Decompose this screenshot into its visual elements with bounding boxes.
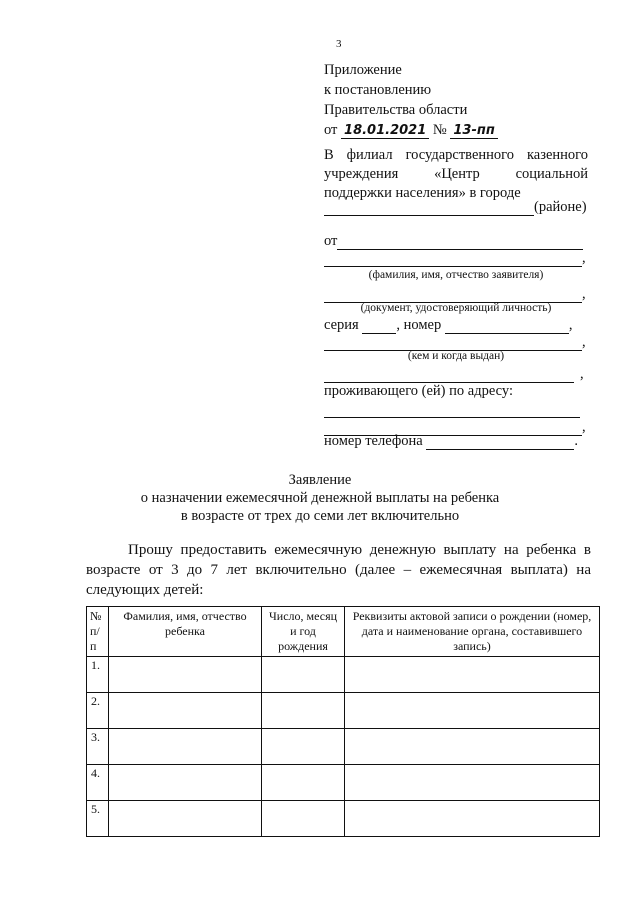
- header-birth-date: Число, месяц и год рождения: [262, 607, 345, 657]
- series-label: серия: [324, 317, 359, 333]
- child-name-cell[interactable]: [109, 765, 262, 801]
- header-birth-record: Реквизиты актовой записи о рождении (номер, дата и наименование органа, составившего запись): [345, 607, 600, 657]
- document-comma: ,: [582, 286, 586, 302]
- phone-period: .: [574, 433, 578, 449]
- from-blank-line[interactable]: [337, 235, 583, 250]
- series-comma: ,: [568, 317, 573, 333]
- residence-label: проживающего (ей) по адресу:: [324, 383, 513, 399]
- fio-line-row: [324, 250, 586, 267]
- statement-subtitle-2: в возрасте от трех до семи лет включительно: [180, 508, 460, 524]
- series-row: [324, 317, 572, 334]
- table-header-row: [87, 607, 600, 657]
- address-comma: ,: [582, 419, 586, 435]
- district-suffix: (районе): [534, 199, 587, 215]
- from-label: от: [324, 233, 338, 249]
- document-caption: (документ, удостоверяющий личность): [360, 302, 552, 314]
- address-line-row-1: [324, 401, 580, 418]
- row-number: 5.: [87, 801, 109, 837]
- birth-date-cell[interactable]: [262, 693, 345, 729]
- issued-blank-line[interactable]: [324, 336, 582, 351]
- row-number: 3.: [87, 729, 109, 765]
- extra-comma: ,: [580, 366, 584, 382]
- birth-date-cell[interactable]: [262, 729, 345, 765]
- birth-date-cell[interactable]: [262, 765, 345, 801]
- row-number: 1.: [87, 657, 109, 693]
- appendix-block: [324, 60, 498, 141]
- fio-blank-line[interactable]: [324, 252, 582, 267]
- statement-subtitle-1: о назначении ежемесячной денежной выплаты на ребенка: [140, 490, 500, 506]
- handwritten-number: 13-пп: [450, 123, 497, 139]
- date-prefix: от: [324, 122, 338, 138]
- birth-date-cell[interactable]: [262, 657, 345, 693]
- fio-comma: ,: [582, 250, 586, 266]
- fio-caption: (фамилия, имя, отчество заявителя): [368, 269, 544, 281]
- appendix-line-1: Приложение: [324, 62, 402, 78]
- number-label: , номер: [396, 317, 442, 333]
- child-name-cell[interactable]: [109, 657, 262, 693]
- children-table: [86, 606, 600, 837]
- issued-comma: ,: [582, 334, 586, 350]
- child-name-cell[interactable]: [109, 693, 262, 729]
- statement-title: Заявление: [288, 472, 352, 488]
- phone-row: [324, 433, 578, 450]
- header-number: № п/п: [87, 607, 109, 657]
- issued-line-row: [324, 334, 586, 351]
- number-sign: №: [432, 122, 447, 138]
- birth-date-cell[interactable]: [262, 801, 345, 837]
- document-line-row: [324, 286, 586, 303]
- handwritten-date: 18.01.2021: [341, 123, 429, 139]
- table-row: [87, 729, 600, 765]
- row-number: 2.: [87, 693, 109, 729]
- extra-line-row: [324, 366, 584, 383]
- child-name-cell[interactable]: [109, 729, 262, 765]
- phone-blank-line[interactable]: [426, 435, 574, 450]
- extra-blank-line[interactable]: [324, 368, 574, 383]
- birth-record-cell[interactable]: [345, 657, 600, 693]
- child-name-cell[interactable]: [109, 801, 262, 837]
- series-blank-line[interactable]: [362, 319, 396, 334]
- addressee-block: [324, 146, 588, 203]
- issued-caption: (кем и когда выдан): [407, 350, 505, 362]
- appendix-line-3: Правительства области: [324, 102, 468, 118]
- table-row: [87, 657, 600, 693]
- appendix-line-2: к постановлению: [324, 82, 432, 98]
- birth-record-cell[interactable]: [345, 729, 600, 765]
- request-paragraph: Прошу предоставить ежемесячную денежную выплату на ребенка в возрасте от 3 до 7 лет включительно (далее – ежемесячная выплата) на следующих детей:: [86, 542, 591, 598]
- table-row: [87, 693, 600, 729]
- passport-number-blank-line[interactable]: [445, 319, 569, 334]
- from-row: [324, 233, 583, 250]
- table-row: [87, 801, 600, 837]
- district-blank-line[interactable]: [324, 201, 534, 216]
- appendix-date-line: [324, 120, 498, 141]
- birth-record-cell[interactable]: [345, 801, 600, 837]
- birth-record-cell[interactable]: [345, 693, 600, 729]
- addressee-text: В филиал государственного казенного учреждения «Центр социальной поддержки населения» в городе: [324, 147, 588, 201]
- page-number: 3: [336, 38, 342, 50]
- table-row: [87, 765, 600, 801]
- row-number: 4.: [87, 765, 109, 801]
- header-child-name: Фамилия, имя, отчество ребенка: [109, 607, 262, 657]
- birth-record-cell[interactable]: [345, 765, 600, 801]
- district-line-row: [324, 199, 587, 216]
- document-blank-line[interactable]: [324, 288, 582, 303]
- phone-label: номер телефона: [324, 433, 423, 449]
- address-blank-line-1[interactable]: [324, 403, 580, 418]
